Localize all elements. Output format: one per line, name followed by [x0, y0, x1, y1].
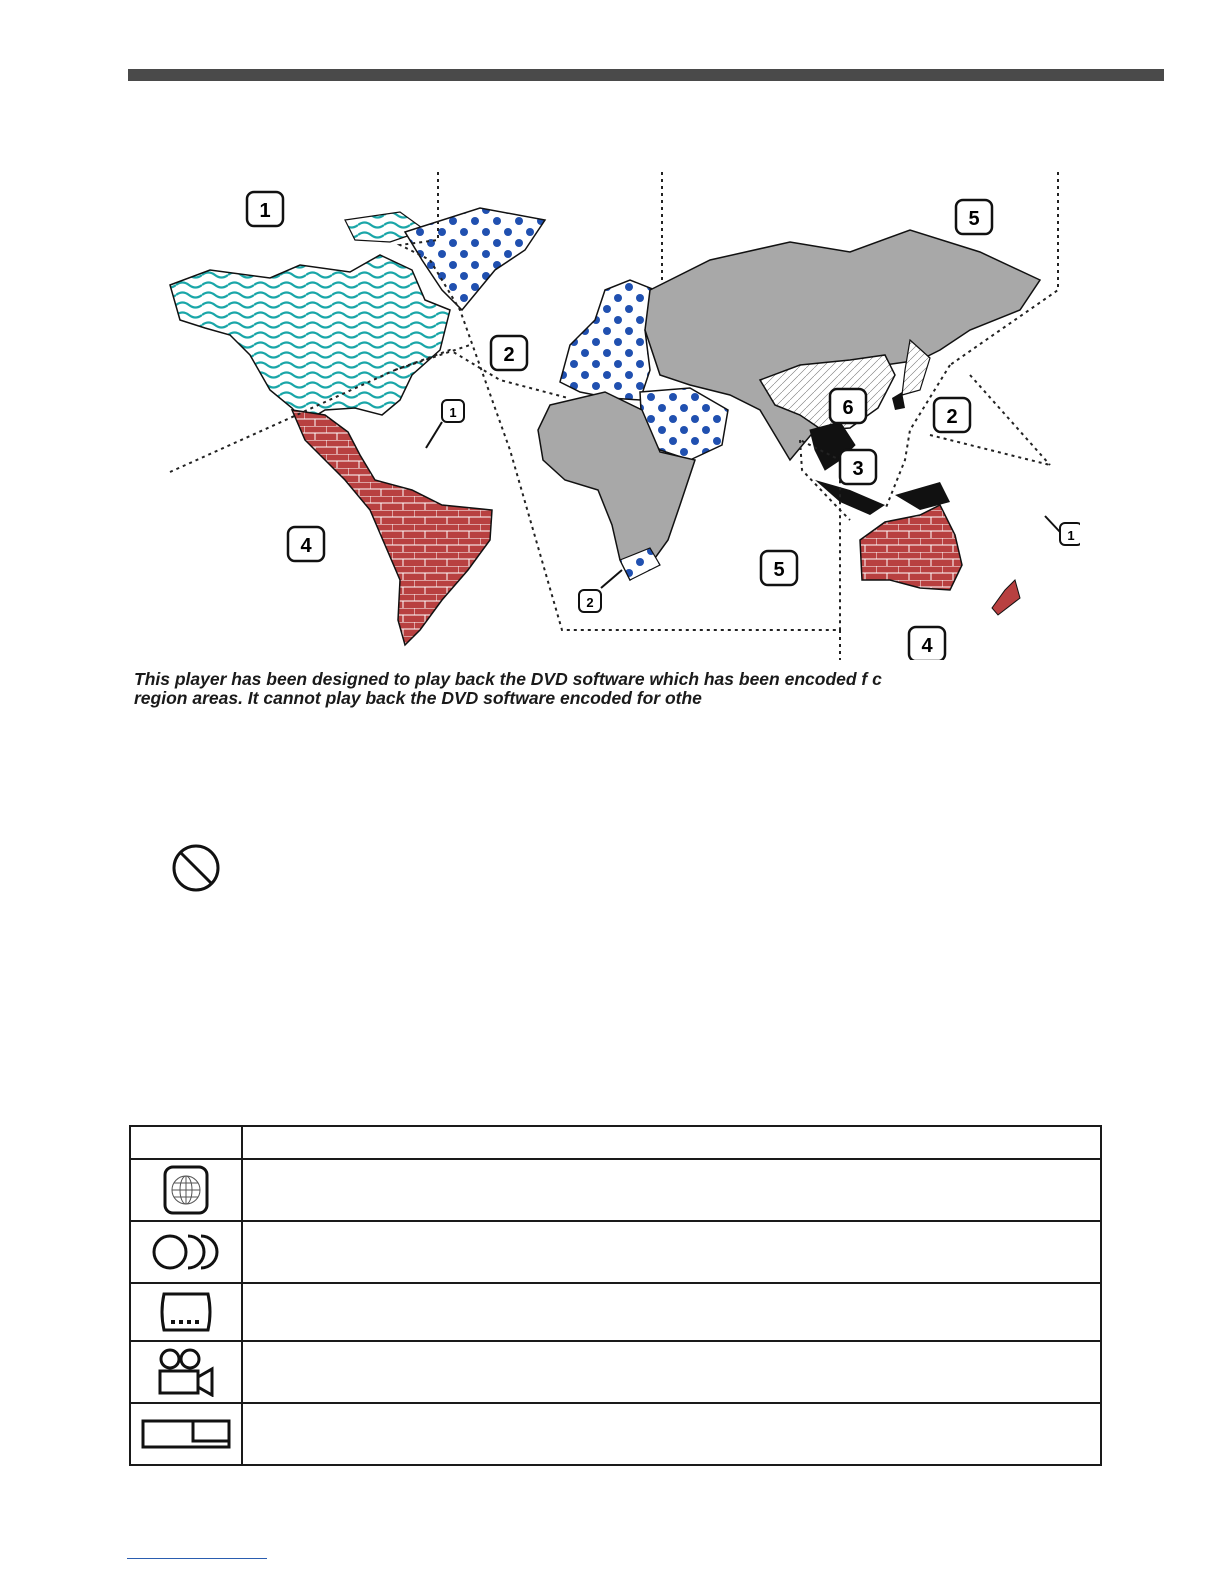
mark-description — [242, 1221, 1101, 1283]
region-badge: 4 — [300, 535, 312, 557]
camera-angle-icon — [156, 1347, 216, 1397]
mark-description — [242, 1283, 1101, 1341]
table-row — [130, 1221, 1101, 1283]
table-row — [130, 1341, 1101, 1403]
meaning-column-header — [242, 1126, 1101, 1159]
caption-line-2: region areas. It cannot play back the DVD software encoded for othe — [134, 688, 702, 708]
mark-description — [242, 1403, 1101, 1465]
subtitle-icon — [158, 1290, 214, 1334]
australia-region4 — [860, 505, 962, 590]
europe-region2 — [560, 280, 655, 400]
table-row — [130, 1403, 1101, 1465]
mark-cell — [130, 1221, 242, 1283]
region-badge: 5 — [773, 559, 785, 581]
mark-cell — [130, 1341, 242, 1403]
north-america-region1 — [170, 255, 450, 422]
header-bar — [128, 69, 1164, 81]
disc-marks-table — [129, 1125, 1102, 1466]
region-badge: 2 — [586, 595, 594, 610]
footer-rule — [127, 1558, 267, 1559]
mark-description — [242, 1341, 1101, 1403]
aspect-ratio-icon — [141, 1419, 231, 1449]
prohibited-icon — [172, 844, 220, 892]
region-badge: 5 — [968, 208, 980, 230]
region-globe-icon — [163, 1165, 209, 1215]
multi-audio-icon — [151, 1230, 221, 1274]
mark-column-header — [130, 1126, 242, 1159]
caption-line-1: This player has been designed to play back the DVD software which has been encoded f c — [134, 669, 882, 689]
mark-description — [242, 1159, 1101, 1221]
table-row — [130, 1159, 1101, 1221]
region-badge: 6 — [842, 397, 854, 419]
mark-cell — [130, 1159, 242, 1221]
region-badge: 3 — [852, 458, 864, 480]
table-row — [130, 1283, 1101, 1341]
dvd-region-world-map — [150, 160, 1080, 660]
region-badge: 1 — [449, 405, 457, 420]
region-badge: 1 — [1067, 528, 1075, 543]
region-caption — [134, 670, 1054, 708]
region-badge: 4 — [921, 635, 933, 657]
mark-cell — [130, 1283, 242, 1341]
region-badge — [150, 160, 151, 161]
region-badge: 1 — [259, 200, 271, 222]
mark-cell — [130, 1403, 242, 1465]
region-badge: 2 — [946, 406, 958, 428]
region-badge — [150, 160, 151, 161]
region-badge: 2 — [503, 344, 515, 366]
